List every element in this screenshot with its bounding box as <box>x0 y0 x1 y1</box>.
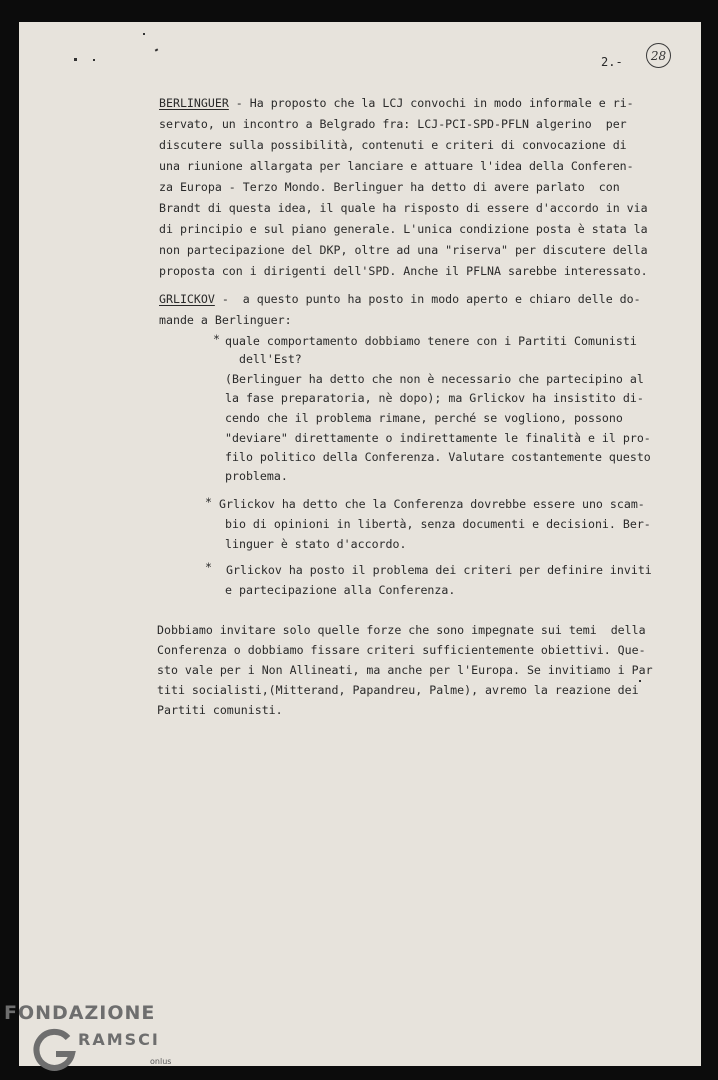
punch-mark <box>143 33 145 35</box>
paragraph-line: mande a Berlinguer: <box>159 313 292 327</box>
paragraph-line: Brandt di questa idea, il quale ha risposto di essere d'accordo in via <box>159 201 648 215</box>
logo-line-1: FONDAZIONE <box>4 1002 156 1024</box>
bullet-line: (Berlinguer ha detto che non è necessario che partecipino al <box>225 372 644 386</box>
bullet-line: problema. <box>225 469 288 483</box>
bullet-marker: * <box>205 495 212 509</box>
paragraph-line: za Europa - Terzo Mondo. Berlinguer ha detto di avere parlato con <box>159 180 620 194</box>
bullet-line: filo politico della Conferenza. Valutare costantemente questo <box>225 450 651 464</box>
paragraph-line: di principio e sul piano generale. L'unica condizione posta è stata la <box>159 222 648 236</box>
logo-g-icon <box>28 1024 80 1076</box>
archive-number: 28 <box>646 43 671 68</box>
document-page <box>19 22 701 1066</box>
paragraph-line: Dobbiamo invitare solo quelle forze che sono impegnate sui temi della <box>157 623 646 637</box>
bullet-line: Grlickov ha detto che la Conferenza dovrebbe essere uno scam- <box>219 497 645 511</box>
speaker-name: GRLICKOV <box>159 292 215 306</box>
bullet-line: "deviare" direttamente o indirettamente le finalità e il pro- <box>225 431 651 445</box>
paragraph-line: discutere sulla possibilità, contenuti e criteri di convocazione di <box>159 138 627 152</box>
punch-mark <box>155 48 159 51</box>
bullet-line: la fase preparatoria, nè dopo); ma Grlickov ha insistito di- <box>225 391 644 405</box>
bullet-line: quale comportamento dobbiamo tenere con i Partiti Comunisti <box>225 334 637 348</box>
bullet-line: cendo che il problema rimane, perché se vogliono, possono <box>225 411 623 425</box>
bullet-line: linguer è stato d'accordo. <box>225 537 407 551</box>
paragraph-line: BERLINGUER - Ha proposto che la LCJ convochi in modo informale e ri- <box>159 96 634 110</box>
speaker-name: BERLINGUER <box>159 96 229 110</box>
paragraph-line: GRLICKOV - a questo punto ha posto in modo aperto e chiaro delle do- <box>159 292 641 306</box>
ink-dot <box>639 680 641 682</box>
bullet-line: bio di opinioni in libertà, senza documenti e decisioni. Ber- <box>225 517 651 531</box>
paragraph-line: sto vale per i Non Allineati, ma anche per l'Europa. Se invitiamo i Par <box>157 663 653 677</box>
punch-mark <box>93 59 95 61</box>
paragraph-line: Conferenza o dobbiamo fissare criteri sufficientemente obiettivi. Que- <box>157 643 646 657</box>
fondazione-gramsci-logo <box>4 1000 204 1076</box>
bullet-line: e partecipazione alla Conferenza. <box>225 583 456 597</box>
paragraph-line: titi socialisti,(Mitterand, Papandreu, Palme), avremo la reazione dei <box>157 683 639 697</box>
paragraph-line: non partecipazione del DKP, oltre ad una "riserva" per discutere della <box>159 243 648 257</box>
bullet-line: Grlickov ha posto il problema dei criteri per definire inviti <box>226 563 652 577</box>
logo-line-2: RAMSCI <box>78 1030 160 1049</box>
page-number: 2.- <box>601 55 623 69</box>
punch-mark <box>74 58 77 61</box>
logo-sub: onlus <box>150 1057 172 1066</box>
paragraph-line: proposta con i dirigenti dell'SPD. Anche il PFLNA sarebbe interessato. <box>159 264 648 278</box>
paragraph-line: servato, un incontro a Belgrado fra: LCJ-PCI-SPD-PFLN algerino per <box>159 117 627 131</box>
bullet-marker: * <box>213 332 220 346</box>
paragraph-line: Partiti comunisti. <box>157 703 283 717</box>
bullet-line: dell'Est? <box>225 352 302 366</box>
paragraph-line: una riunione allargata per lanciare e attuare l'idea della Conferen- <box>159 159 634 173</box>
bullet-marker: * <box>205 560 212 574</box>
